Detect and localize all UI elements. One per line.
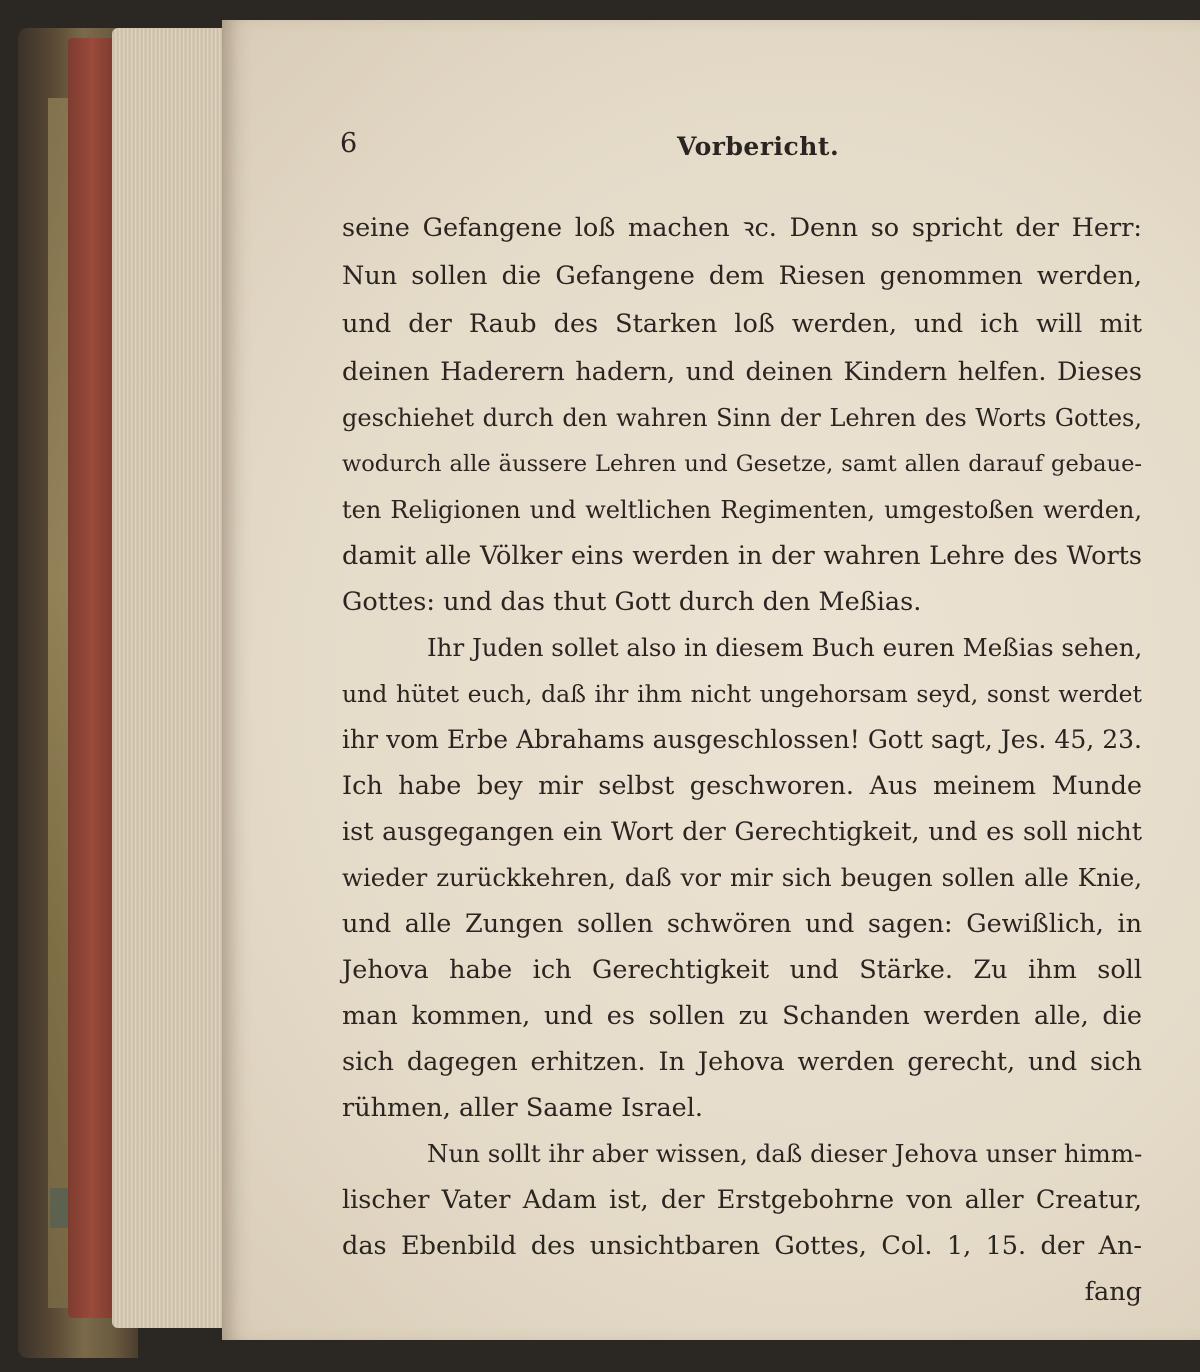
text-line: ihr vom Erbe Abrahams ausgeschlossen! Gott sagt, Jes. 45, 23. [342, 725, 1142, 754]
text-line: seine Gefangene loß machen ꝛc. Denn so spricht der Herr: [342, 213, 1142, 243]
text-line: wodurch alle äussere Lehren und Gesetze, samt allen darauf gebaue- [342, 451, 1142, 477]
text-line: deinen Haderern hadern, und deinen Kindern helfen. Dieses [342, 357, 1142, 387]
text-line: Jehova habe ich Gerechtigkeit und Stärke. Zu ihm soll [342, 955, 1142, 985]
catchword: fang [1084, 1277, 1142, 1307]
text-line: lischer Vater Adam ist, der Erstgebohrne von aller Creatur, [342, 1185, 1142, 1215]
text-line: ten Religionen und weltlichen Regimenten, umgestoßen werden, [342, 496, 1142, 524]
text-line: Ich habe bey mir selbst geschworen. Aus meinem Munde [342, 771, 1142, 801]
text-line: Nun sollt ihr aber wissen, daß dieser Jehova unser himm- [427, 1139, 1143, 1168]
page-edges-red [68, 38, 116, 1318]
running-head: Vorbericht. [677, 132, 840, 161]
text-line: Nun sollen die Gefangene dem Riesen genommen werden, [342, 261, 1142, 291]
text-line: rühmen, aller Saame Israel. [342, 1093, 703, 1123]
text-line: man kommen, und es sollen zu Schanden werden alle, die [342, 1001, 1142, 1031]
text-line: Ihr Juden sollet also in diesem Buch euren Meßias sehen, [427, 633, 1143, 662]
page-stack [112, 28, 224, 1328]
text-line: das Ebenbild des unsichtbaren Gottes, Col. 1, 15. der An- [342, 1231, 1142, 1261]
text-line: geschiehet durch den wahren Sinn der Lehren des Worts Gottes, [342, 404, 1142, 432]
book-page [222, 20, 1200, 1340]
text-line: ist ausgegangen ein Wort der Gerechtigkeit, und es soll nicht [342, 817, 1142, 847]
text-line: Gottes: und das thut Gott durch den Meßias. [342, 587, 922, 617]
text-line: damit alle Völker eins werden in der wahren Lehre des Worts [342, 541, 1142, 571]
text-line: und der Raub des Starken loß werden, und ich will mit [342, 309, 1142, 339]
text-line: und alle Zungen sollen schwören und sagen: Gewißlich, in [342, 909, 1142, 939]
text-line: sich dagegen erhitzen. In Jehova werden gerecht, und sich [342, 1047, 1142, 1077]
text-line: wieder zurückkehren, daß vor mir sich beugen sollen alle Knie, [342, 863, 1142, 892]
page-number: 6 [340, 128, 358, 159]
text-line: und hütet euch, daß ihr ihm nicht ungehorsam seyd, sonst werdet [342, 680, 1142, 708]
